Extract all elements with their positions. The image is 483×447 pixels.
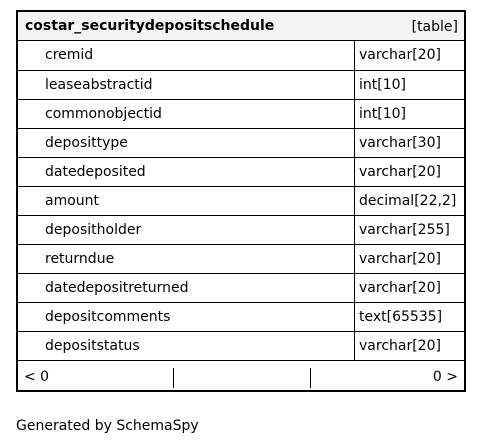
table-header — [18, 12, 464, 41]
table-footer — [18, 366, 464, 390]
column-name: amount — [45, 193, 100, 209]
column-type: varchar[20] — [359, 164, 441, 180]
cell-divider — [354, 274, 355, 302]
footer-divider — [173, 368, 174, 388]
column-type: varchar[255] — [359, 222, 450, 238]
column-row — [18, 41, 464, 71]
column-type: varchar[20] — [359, 338, 441, 354]
cell-divider — [354, 129, 355, 157]
column-name: depositstatus — [45, 338, 140, 354]
cell-divider — [354, 41, 355, 70]
column-type: decimal[22,2] — [359, 193, 457, 209]
cell-divider — [354, 100, 355, 128]
table-name: costar_securitydepositschedule — [25, 18, 275, 34]
column-type: int[10] — [359, 106, 406, 122]
column-row — [18, 332, 464, 361]
column-name: depositholder — [45, 222, 142, 238]
column-row — [18, 303, 464, 332]
column-type: text[65535] — [359, 309, 443, 325]
column-row — [18, 216, 464, 245]
column-type: varchar[20] — [359, 251, 441, 267]
column-row — [18, 274, 464, 303]
cell-divider — [354, 245, 355, 273]
column-type: varchar[30] — [359, 135, 441, 151]
generated-by-caption: Generated by SchemaSpy — [16, 418, 199, 434]
column-type: int[10] — [359, 77, 406, 93]
table-node — [16, 10, 466, 392]
column-name: deposittype — [45, 135, 128, 151]
column-name: depositcomments — [45, 309, 171, 325]
column-name: returndue — [45, 251, 115, 267]
column-type: varchar[20] — [359, 47, 441, 63]
column-name: datedeposited — [45, 164, 146, 180]
column-row — [18, 187, 464, 216]
column-row — [18, 71, 464, 100]
column-row — [18, 245, 464, 274]
cell-divider — [354, 158, 355, 186]
cell-divider — [354, 216, 355, 244]
column-row — [18, 158, 464, 187]
cell-divider — [354, 71, 355, 99]
column-name: cremid — [45, 47, 94, 63]
cell-divider — [354, 332, 355, 360]
column-name: commonobjectid — [45, 106, 162, 122]
column-name: leaseabstractid — [45, 77, 153, 93]
cell-divider — [354, 303, 355, 331]
column-row — [18, 129, 464, 158]
cell-divider — [354, 187, 355, 215]
footer-divider — [310, 368, 311, 388]
column-row — [18, 100, 464, 129]
column-list — [18, 41, 464, 361]
column-type: varchar[20] — [359, 280, 441, 296]
children-count: 0 > — [432, 369, 458, 385]
column-name: datedepositreturned — [45, 280, 189, 296]
table-kind-label: [table] — [411, 19, 458, 35]
parents-count: < 0 — [24, 369, 50, 385]
